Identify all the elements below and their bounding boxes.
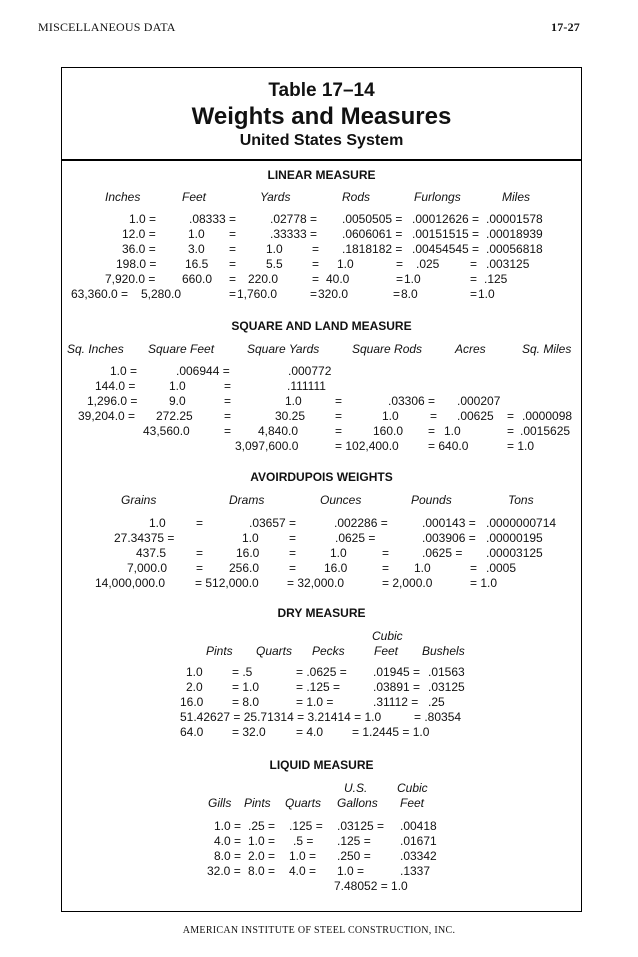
cell: 36.0 =	[122, 242, 156, 256]
col-header: Pints	[244, 796, 271, 810]
cell: =	[312, 242, 320, 256]
section-title-linear: LINEAR MEASURE	[267, 168, 376, 182]
section-title-liquid: LIQUID MEASURE	[269, 758, 374, 772]
cell: .00151515 =	[412, 227, 480, 241]
cell: 7,000.0	[127, 561, 168, 575]
cell: =	[335, 424, 343, 438]
cell: .25	[428, 695, 445, 709]
cell: .250 =	[337, 849, 371, 863]
cell: .125 =	[337, 834, 371, 848]
cell: 27.34375 =	[114, 531, 175, 545]
cell: .03891 =	[373, 680, 421, 694]
table-subtitle: United States System	[239, 132, 404, 149]
cell: .0000098	[522, 409, 573, 423]
cell: 5,280.0	[141, 287, 182, 301]
cell: =	[396, 257, 404, 271]
cell: 1.0	[444, 424, 461, 438]
cell: .1337	[400, 864, 431, 878]
table-frame	[61, 67, 582, 912]
cell: .0015625	[520, 424, 571, 438]
cell: .00418	[400, 819, 437, 833]
cell: .01945 =	[373, 665, 421, 679]
cell: 32.0 =	[207, 864, 241, 878]
cell: 9.0	[169, 394, 186, 408]
cell: .00001578	[486, 212, 543, 226]
cell: 40.0	[326, 272, 350, 286]
cell: 1.0 =	[337, 864, 365, 878]
cell: =	[470, 561, 478, 575]
cell: =	[470, 287, 478, 301]
col-header: Pints	[206, 644, 233, 658]
col-header: Square Feet	[148, 342, 215, 356]
cell: 1.0	[186, 665, 203, 679]
cell: .000143 =	[422, 516, 476, 530]
running-header: MISCELLANEOUS DATA	[38, 20, 176, 34]
cell: .01563	[428, 665, 465, 679]
col-header: Rods	[342, 190, 371, 204]
cell: 220.0	[248, 272, 279, 286]
cell: 30.25	[275, 409, 306, 423]
cell: 2.0	[186, 680, 203, 694]
cell: =	[224, 394, 232, 408]
col-header: Feet	[374, 644, 399, 658]
cell: = .5	[232, 665, 253, 679]
cell: .03657 =	[249, 516, 297, 530]
cell: .01671	[400, 834, 437, 848]
cell: 1.0	[382, 409, 399, 423]
cell: =	[335, 394, 343, 408]
col-header: Tons	[508, 493, 534, 507]
cell: = .80354	[414, 710, 462, 724]
section-title-avoirdupois: AVOIRDUPOIS WEIGHTS	[250, 470, 393, 484]
cell: .00625	[457, 409, 494, 423]
cell: .125	[484, 272, 508, 286]
cell: 1.0 =	[248, 834, 276, 848]
cell: 16.5	[185, 257, 209, 271]
cell: .00454545 =	[412, 242, 480, 256]
col-header: Cubic	[397, 781, 428, 795]
cell: = 1.0	[232, 680, 260, 694]
cell: 198.0 =	[116, 257, 157, 271]
cell: .0050505 =	[342, 212, 403, 226]
cell: 16.0	[236, 546, 260, 560]
cell: .006944 =	[176, 364, 230, 378]
cell: .00056818	[486, 242, 543, 256]
cell: =	[196, 516, 204, 530]
cell: 16.0	[324, 561, 348, 575]
cell: = 8.0	[232, 695, 260, 709]
cell: .003906 =	[422, 531, 476, 545]
cell: .002286 =	[334, 516, 388, 530]
cell: = 2,000.0	[382, 576, 433, 590]
cell: =	[196, 561, 204, 575]
col-header: Yards	[260, 190, 291, 204]
cell: .00012626 =	[412, 212, 480, 226]
cell: = .0625 =	[296, 665, 347, 679]
cell: 1,760.0	[237, 287, 278, 301]
cell: 660.0	[182, 272, 213, 286]
cell: 437.5	[136, 546, 167, 560]
cell: 4,840.0	[258, 424, 299, 438]
cell: 63,360.0 =	[71, 287, 129, 301]
cell: 1.0	[169, 379, 186, 393]
cell: = 4.0	[296, 725, 324, 739]
cell: 256.0	[229, 561, 260, 575]
cell: = 1.2445 = 1.0	[352, 725, 430, 739]
cell: 5.5	[266, 257, 283, 271]
cell: .08333 =	[189, 212, 237, 226]
page-number: 17-27	[551, 20, 580, 34]
cell: 3,097,600.0	[235, 439, 299, 453]
cell: =	[507, 424, 515, 438]
cell: =	[393, 287, 401, 301]
cell: = 102,400.0	[335, 439, 399, 453]
cell: 1.0 =	[110, 364, 138, 378]
cell: =	[289, 546, 297, 560]
cell: 1.0 =	[129, 212, 157, 226]
cell: =	[289, 561, 297, 575]
cell: .00003125	[486, 546, 543, 560]
cell: 1.0	[188, 227, 205, 241]
cell: 1.0	[478, 287, 495, 301]
cell: =	[507, 409, 515, 423]
cell: =	[224, 424, 232, 438]
cell: .5 =	[293, 834, 314, 848]
cell: 4.0 =	[289, 864, 317, 878]
col-header: Quarts	[256, 644, 293, 658]
cell: 16.0	[180, 695, 204, 709]
cell: 1.0	[414, 561, 431, 575]
cell: .03342	[400, 849, 437, 863]
col-header: Drams	[229, 493, 265, 507]
col-header: Feet	[182, 190, 207, 204]
cell: .125 =	[289, 819, 323, 833]
col-header: Quarts	[285, 796, 322, 810]
cell: 7,920.0 =	[105, 272, 156, 286]
cell: 43,560.0	[143, 424, 190, 438]
cell: .03125	[428, 680, 465, 694]
col-header: Feet	[400, 796, 425, 810]
cell: =	[470, 257, 478, 271]
section-title-dry: DRY MEASURE	[277, 606, 366, 620]
cell: .111111	[287, 379, 326, 393]
cell: 1.0 =	[289, 849, 317, 863]
cell: =	[224, 409, 232, 423]
cell: =	[312, 272, 320, 286]
cell: 12.0 =	[122, 227, 156, 241]
cell: 320.0	[318, 287, 349, 301]
col-header: Inches	[105, 190, 141, 204]
cell: .1818182 =	[342, 242, 403, 256]
cell: 8.0	[401, 287, 418, 301]
cell: = 32.0	[232, 725, 266, 739]
col-header: Furlongs	[414, 190, 461, 204]
cell: = 1.0	[470, 576, 498, 590]
cell: 4.0 =	[214, 834, 242, 848]
cell: 39,204.0 =	[78, 409, 136, 423]
cell: 1.0 =	[214, 819, 242, 833]
cell: 8.0 =	[214, 849, 242, 863]
cell: 2.0 =	[248, 849, 276, 863]
col-header: Miles	[502, 190, 531, 204]
cell: .03306 =	[388, 394, 436, 408]
footer-publisher: AMERICAN INSTITUTE OF STEEL CONSTRUCTION, INC.	[182, 925, 456, 936]
cell: =	[310, 287, 318, 301]
cell: = 1.0 =	[296, 695, 334, 709]
cell: 64.0	[180, 725, 204, 739]
cell: 1.0	[266, 242, 283, 256]
cell: 1.0	[404, 272, 421, 286]
cell: .02778 =	[270, 212, 318, 226]
cell: = 32,000.0	[287, 576, 345, 590]
cell: 160.0	[373, 424, 404, 438]
col-header: Square Rods	[352, 342, 423, 356]
cell: 14,000,000.0	[95, 576, 166, 590]
cell: .000207	[457, 394, 501, 408]
cell: =	[312, 257, 320, 271]
cell: =	[335, 409, 343, 423]
cell: = .125 =	[296, 680, 341, 694]
cell: 1.0	[285, 394, 302, 408]
cell: = 640.0	[428, 439, 469, 453]
col-header: Grains	[121, 493, 157, 507]
col-header: Gallons	[337, 796, 378, 810]
cell: 1.0	[337, 257, 354, 271]
title-block	[62, 68, 581, 161]
section-title-square: SQUARE AND LAND MEASURE	[231, 319, 412, 333]
cell: .33333 =	[270, 227, 318, 241]
col-header: Bushels	[422, 644, 465, 658]
col-header: Acres	[455, 342, 486, 356]
cell: 272.25	[156, 409, 193, 423]
cell: 51.42627 = 25.71314 = 3.21414 = 1.0	[180, 710, 382, 724]
cell: .003125	[486, 257, 530, 271]
col-header: Pecks	[312, 644, 345, 658]
cell: =	[382, 561, 390, 575]
cell: .31112 =	[373, 695, 419, 709]
cell: .0625 =	[422, 546, 463, 560]
cell: =	[382, 546, 390, 560]
col-header: Sq. Inches	[67, 342, 124, 356]
cell: =	[229, 287, 237, 301]
cell: .03125 =	[337, 819, 385, 833]
cell: .0625 =	[335, 531, 376, 545]
cell: =	[289, 531, 297, 545]
cell: = 1.0	[507, 439, 535, 453]
cell: =	[229, 227, 237, 241]
table-title: Weights and Measures	[191, 103, 452, 130]
col-header: Cubic	[372, 629, 403, 643]
cell: =	[229, 242, 237, 256]
col-header: Sq. Miles	[522, 342, 572, 356]
cell: =	[229, 272, 237, 286]
table-number: Table 17–14	[268, 80, 375, 101]
cell: =	[470, 272, 478, 286]
cell: =	[428, 424, 436, 438]
cell: 144.0 =	[95, 379, 136, 393]
cell: =	[196, 546, 204, 560]
cell: = 512,000.0	[195, 576, 259, 590]
cell: .0606061 =	[342, 227, 403, 241]
cell: .0000000714	[486, 516, 557, 530]
cell: =	[229, 257, 237, 271]
col-header: Pounds	[411, 493, 452, 507]
cell: 8.0 =	[248, 864, 276, 878]
cell: =	[430, 409, 438, 423]
col-header: Gills	[208, 796, 232, 810]
cell: .0005	[486, 561, 517, 575]
cell: =	[396, 272, 404, 286]
cell: 3.0	[188, 242, 205, 256]
col-header: Square Yards	[247, 342, 320, 356]
cell: .000772	[288, 364, 332, 378]
cell: 1.0	[330, 546, 347, 560]
cell: .025	[416, 257, 440, 271]
cell: .00000195	[486, 531, 543, 545]
col-header: Ounces	[320, 493, 362, 507]
cell: .00018939	[486, 227, 543, 241]
cell: 1,296.0 =	[87, 394, 138, 408]
col-header: U.S.	[344, 781, 368, 795]
cell: 1.0	[242, 531, 259, 545]
cell: =	[224, 379, 232, 393]
cell: .25 =	[248, 819, 276, 833]
cell: 7.48052 = 1.0	[334, 879, 408, 893]
cell: 1.0	[149, 516, 166, 530]
